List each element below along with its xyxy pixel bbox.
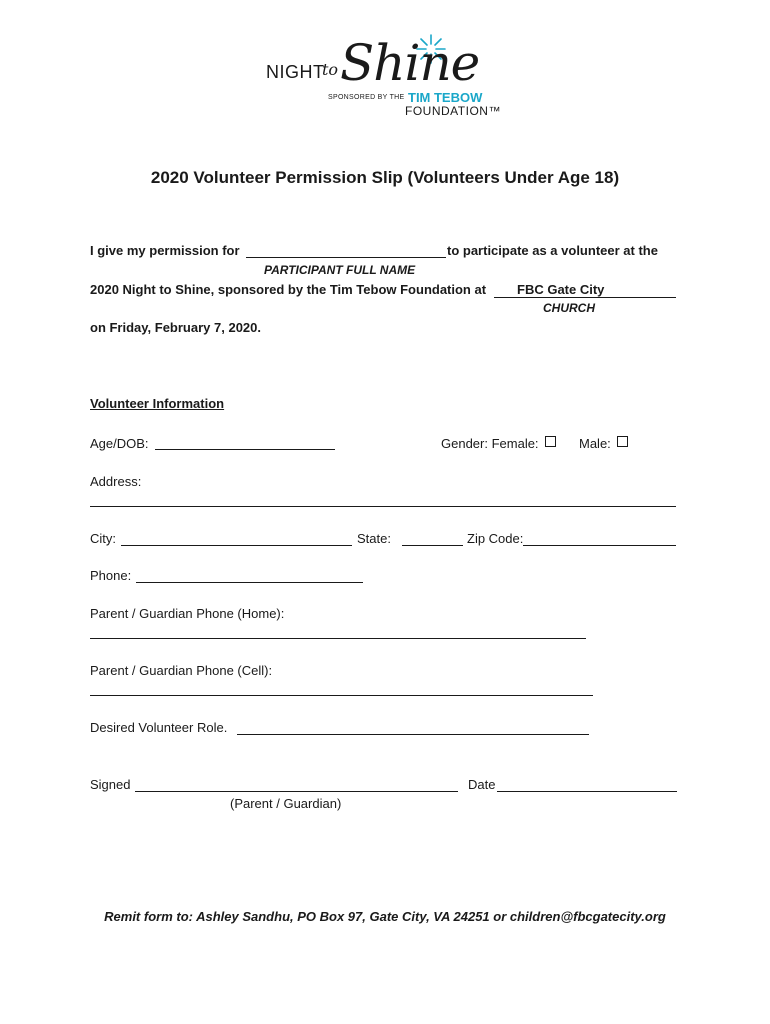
- age-label: Age/DOB:: [90, 436, 149, 451]
- guardian-cell-label: Parent / Guardian Phone (Cell):: [90, 663, 273, 678]
- signed-label: Signed: [90, 777, 131, 792]
- date-label: Date: [468, 777, 496, 792]
- permission-line2-start: 2020 Night to Shine, sponsored by the Tim Tebow Foundation at: [90, 282, 487, 297]
- church-caption: CHURCH: [543, 301, 595, 315]
- guardian-home-phone-field[interactable]: [90, 638, 586, 639]
- night-to-shine-logo: [262, 30, 502, 122]
- logo-shine-text: Shine: [340, 34, 480, 92]
- page-title: 2020 Volunteer Permission Slip (Volunteers Under Age 18): [150, 168, 620, 187]
- logo-foundation-text: FOUNDATION™: [405, 104, 501, 118]
- permission-line1-start: I give my permission for: [90, 243, 240, 258]
- zip-label: Zip Code:: [467, 531, 524, 546]
- permission-line3: on Friday, February 7, 2020.: [90, 320, 261, 335]
- address-label: Address:: [90, 474, 142, 489]
- participant-name-field[interactable]: [246, 257, 446, 258]
- logo-night-text: NIGHT: [266, 62, 325, 82]
- date-field[interactable]: [497, 791, 677, 792]
- city-field[interactable]: [121, 545, 352, 546]
- gender-female-text: Gender: Female:: [441, 436, 539, 451]
- state-field[interactable]: [402, 545, 463, 546]
- state-label: State:: [357, 531, 391, 546]
- church-field[interactable]: [494, 297, 676, 298]
- gender-male-text: Male:: [579, 436, 611, 451]
- gender-male-label: [579, 436, 628, 451]
- logo-tim-tebow-text: TIM TEBOW: [408, 90, 483, 105]
- zip-code-field[interactable]: [523, 545, 676, 546]
- guardian-home-label: Parent / Guardian Phone (Home):: [90, 606, 285, 621]
- male-checkbox[interactable]: [617, 436, 628, 447]
- signature-field[interactable]: [135, 791, 458, 792]
- phone-label: Phone:: [90, 568, 132, 583]
- volunteer-info-heading: Volunteer Information: [90, 396, 225, 411]
- guardian-cell-phone-field[interactable]: [90, 695, 593, 696]
- logo-to-text: to: [322, 60, 339, 79]
- phone-field[interactable]: [136, 582, 363, 583]
- gender-female-label: [441, 436, 556, 451]
- permission-line1-end: to participate as a volunteer at the: [447, 243, 658, 258]
- role-label: Desired Volunteer Role.: [90, 720, 228, 735]
- remit-instructions: Remit form to: Ashley Sandhu, PO Box 97, Gate City, VA 24251 or children@fbcgatecity.org: [104, 909, 666, 924]
- church-value: FBC Gate City: [517, 282, 605, 297]
- age-dob-field[interactable]: [155, 449, 335, 450]
- signer-caption: (Parent / Guardian): [230, 796, 342, 811]
- volunteer-role-field[interactable]: [237, 734, 589, 735]
- logo-sponsored-text: SPONSORED BY THE: [328, 94, 405, 101]
- city-label: City:: [90, 531, 116, 546]
- address-field[interactable]: [90, 506, 676, 507]
- female-checkbox[interactable]: [545, 436, 556, 447]
- participant-caption: PARTICIPANT FULL NAME: [264, 263, 416, 277]
